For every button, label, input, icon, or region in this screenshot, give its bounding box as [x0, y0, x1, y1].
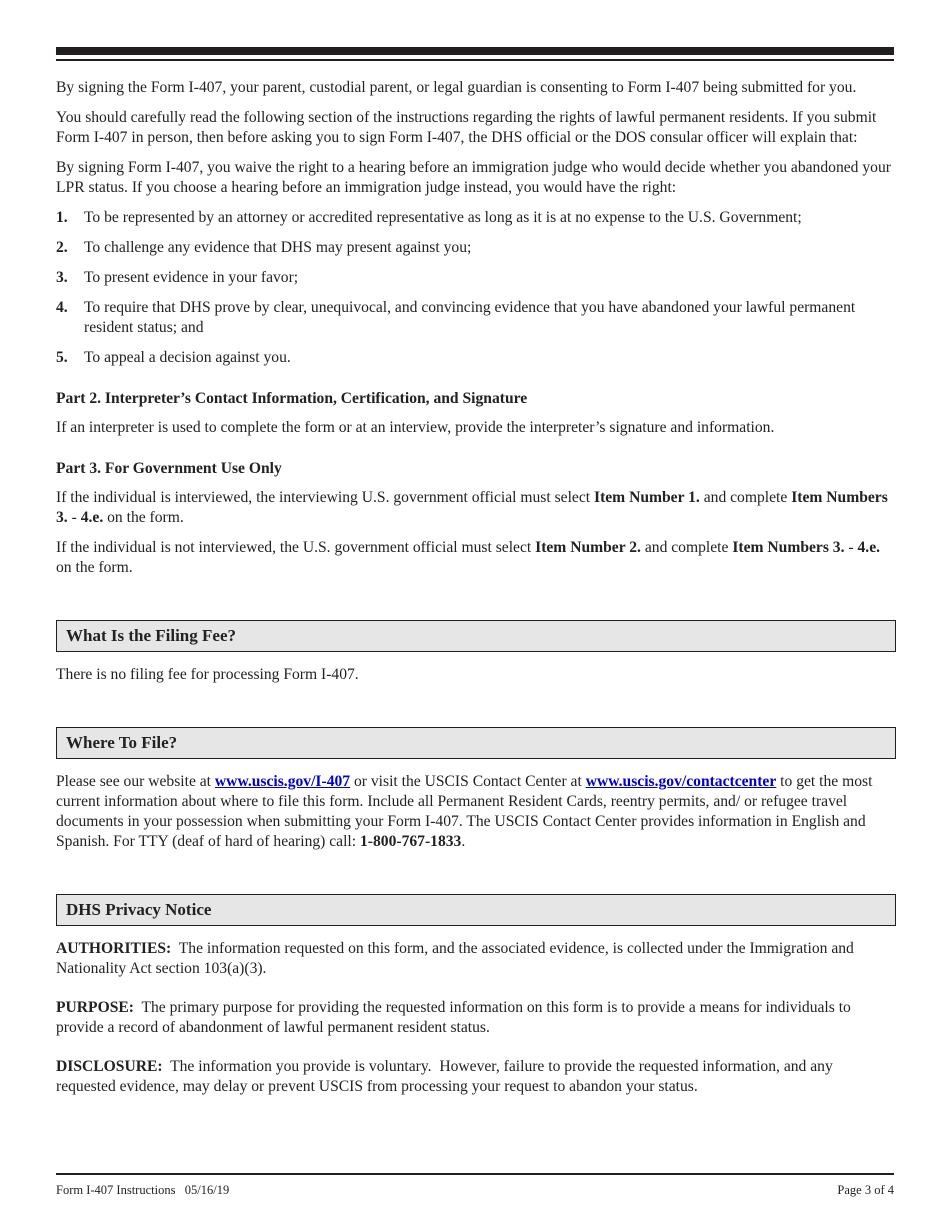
part2-text: If an interpreter is used to complete the form or at an interview, provide the interpreter’s signature and information.: [56, 419, 775, 436]
text-run: on the form.: [56, 559, 133, 576]
list-item-number: 4.: [56, 299, 68, 316]
intro-paragraph-waiver: By signing Form I-407, you waive the right to a hearing before an immigration judge who would decide whether you abandoned your LPR status. If you choose a hearing before an immigration judge instead, you would have the right:: [56, 159, 891, 196]
authorities-label: AUTHORITIES:: [56, 940, 172, 957]
privacy-purpose: [56, 998, 896, 1038]
privacy-disclosure: [56, 1057, 896, 1097]
where-to-file-text: [56, 772, 896, 852]
list-item-text: To require that DHS prove by clear, unequivocal, and convincing evidence that you have abandoned your lawful permanent resident status; and: [84, 299, 856, 336]
header-rule-thin: [56, 59, 894, 61]
uscis-contact-center-link[interactable]: www.uscis.gov/contactcenter: [585, 773, 777, 790]
purpose-text: The primary purpose for providing the requested information on this form is to provide a means for individuals to provide a record of abandonment of lawful permanent resident status.: [56, 999, 855, 1036]
part3-not-interviewed-paragraph: [56, 538, 896, 578]
text-run: -: [67, 509, 81, 526]
part2-heading: Part 2. Interpreter’s Contact Information, Certification, and Signature: [56, 390, 528, 407]
text-run-bold: 4.e.: [80, 509, 104, 526]
list-item: [56, 348, 896, 368]
text-run: If the individual is interviewed, the interviewing U.S. government official must select: [56, 489, 594, 506]
text-run-bold: Item Number 2.: [535, 539, 641, 556]
list-item-number: 1.: [56, 209, 68, 226]
list-item: [56, 238, 896, 258]
part3-heading: Part 3. For Government Use Only: [56, 460, 282, 477]
text-run-bold: Item Number 1.: [594, 489, 700, 506]
list-item-number: 5.: [56, 349, 68, 366]
text-run: or visit the USCIS Contact Center at: [350, 773, 586, 790]
footer-form-edition: Form I-407 Instructions 05/16/19: [56, 1183, 230, 1197]
list-item-number: 3.: [56, 269, 68, 286]
text-run-bold: Item Numbers 3.: [56, 489, 888, 526]
disclosure-label: DISCLOSURE:: [56, 1058, 163, 1075]
filing-fee-header: What Is the Filing Fee?: [56, 620, 896, 652]
text-run: If the individual is not interviewed, the U.S. government official must select: [56, 539, 536, 556]
text-run: on the form.: [103, 509, 184, 526]
list-item-number: 2.: [56, 239, 68, 256]
text-run-bold: 4.e.: [857, 539, 881, 556]
text-run-bold: Item Numbers 3.: [732, 539, 845, 556]
page-footer: [56, 1183, 894, 1198]
list-item-text: To appeal a decision against you.: [84, 349, 291, 366]
intro-paragraph-consent: By signing the Form I-407, your parent, custodial parent, or legal guardian is consenting to Form I-407 being submitted for you.: [56, 79, 857, 96]
list-item: [56, 268, 896, 288]
tty-phone-number: 1-800-767-1833: [360, 833, 462, 850]
disclosure-text: The information you provide is voluntary. However, failure to provide the requested information, and any requested evidence, may delay or prevent USCIS from processing your request to abandon your status.: [56, 1058, 837, 1095]
list-item: [56, 208, 896, 228]
page-content: [56, 78, 896, 1116]
privacy-notice-header: DHS Privacy Notice: [56, 894, 896, 926]
text-run: to get the most current information about where to file this form. Include all Permanent Resident Cards, reentry permits, and/ or refugee travel documents in your possession when submitting your Form I-407. The USCIS Contact Center provides information in English and Spanish. For TTY (deaf of hard of hearing) call:: [56, 773, 873, 850]
purpose-label: PURPOSE:: [56, 999, 134, 1016]
text-run: Please see our website at: [56, 773, 215, 790]
list-item-text: To present evidence in your favor;: [84, 269, 299, 286]
list-item: [56, 298, 896, 338]
spacer: [56, 588, 896, 620]
text-run: -: [844, 539, 858, 556]
text-run: and complete: [640, 539, 733, 556]
uscis-i407-link[interactable]: www.uscis.gov/I-407: [214, 773, 351, 790]
list-item-text: To be represented by an attorney or accredited representative as long as it is at no expense to the U.S. Government;: [84, 209, 802, 226]
text-run: .: [461, 833, 466, 850]
where-to-file-header: Where To File?: [56, 727, 896, 759]
spacer: [56, 695, 896, 727]
text-run: and complete: [699, 489, 792, 506]
rights-list: [56, 208, 896, 368]
header-rule-thick: [56, 47, 894, 55]
list-item-text: To challenge any evidence that DHS may present against you;: [84, 239, 472, 256]
footer-rule: [56, 1173, 894, 1175]
privacy-authorities: [56, 939, 896, 979]
part3-interviewed-paragraph: [56, 488, 896, 528]
authorities-text: The information requested on this form, and the associated evidence, is collected under the Immigration and Nationality Act section 103(a)(3).: [56, 940, 858, 977]
intro-paragraph-rights: You should carefully read the following section of the instructions regarding the rights of lawful permanent residents. If you submit Form I-407 in person, then before asking you to sign Form I-407, the DHS official or the DOS consular officer will explain that:: [56, 109, 877, 146]
footer-page-number: Page 3 of 4: [837, 1183, 894, 1197]
filing-fee-text: There is no filing fee for processing Form I-407.: [56, 666, 359, 683]
spacer: [56, 862, 896, 894]
